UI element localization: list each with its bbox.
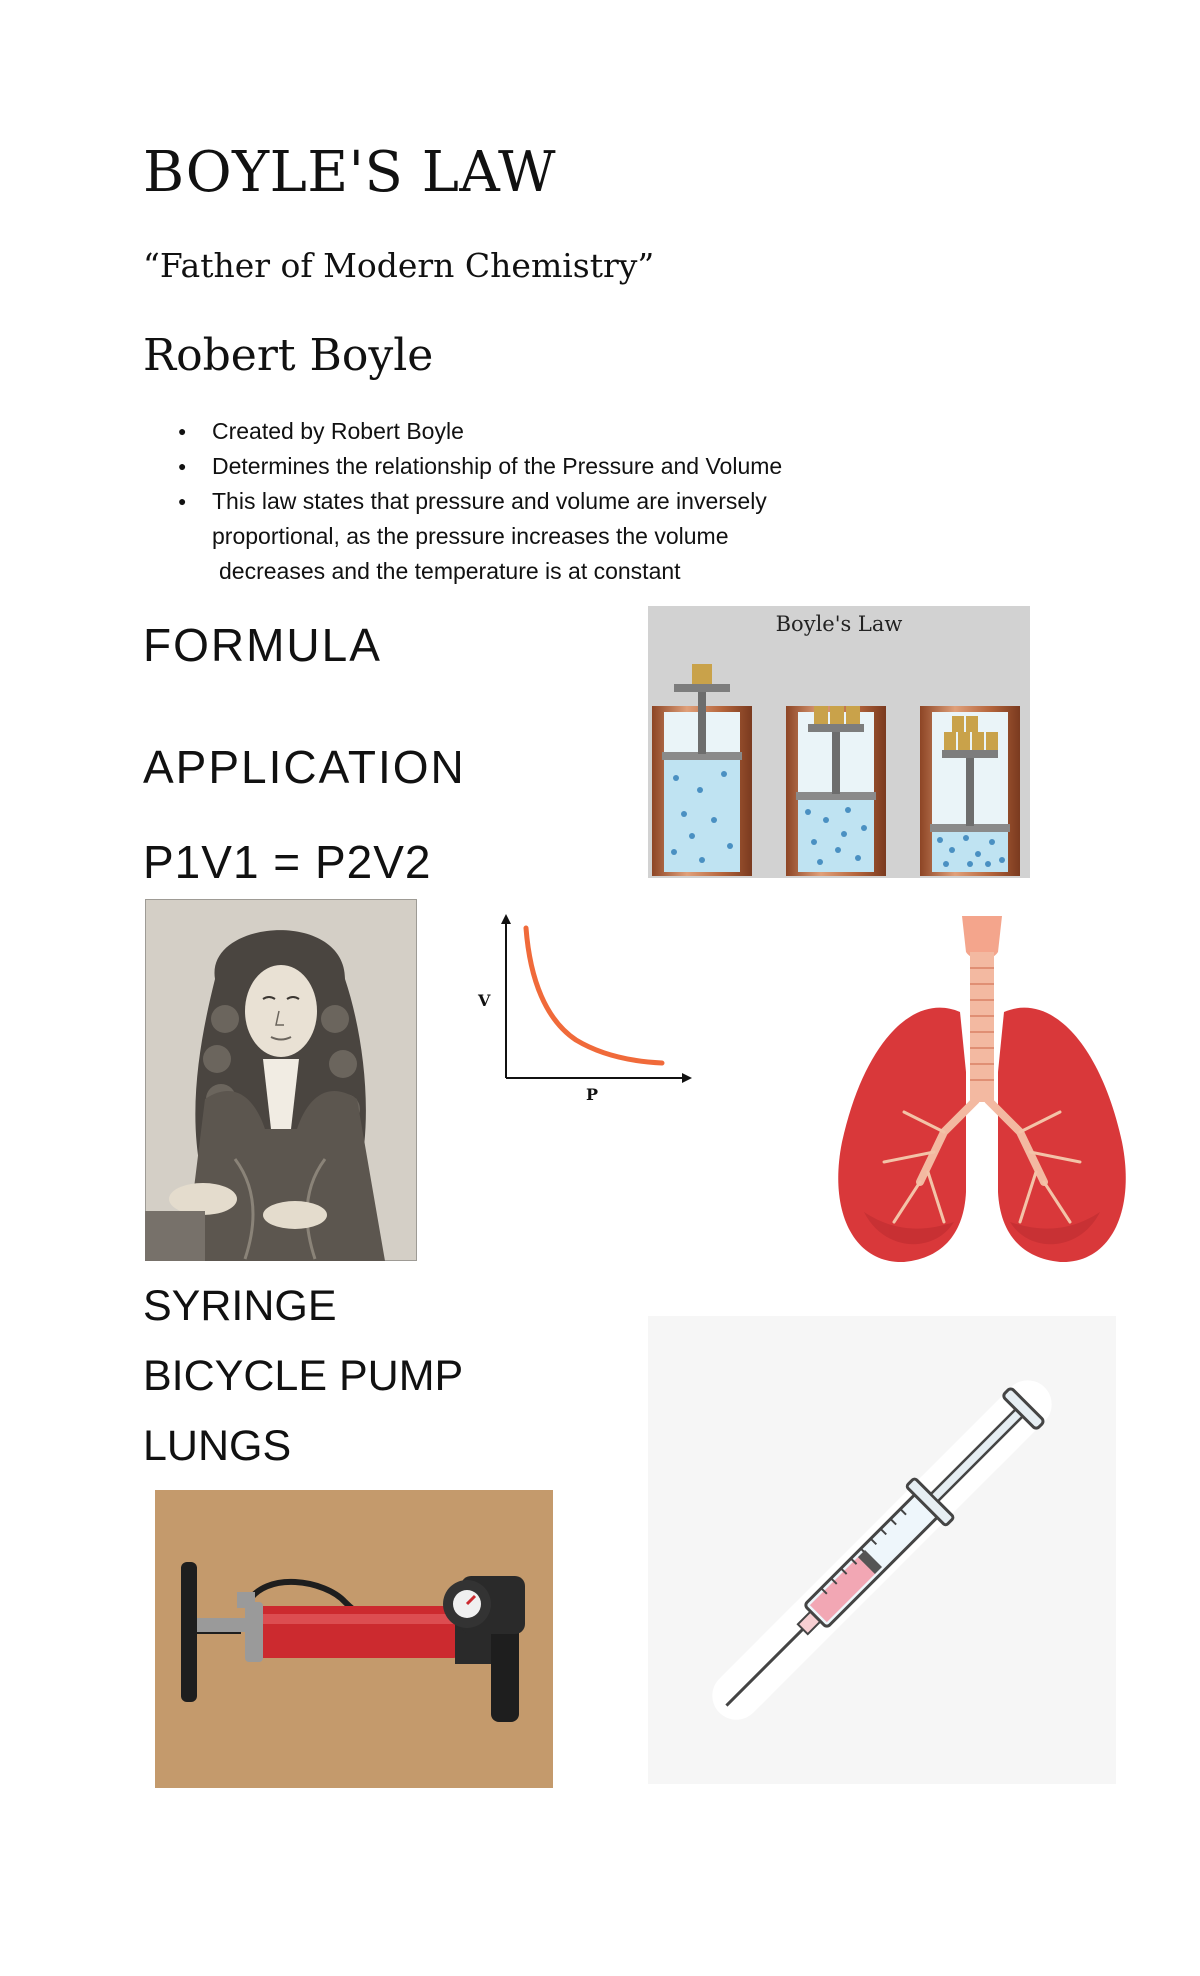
bullet-text: proportional, as the pressure increases the volume (212, 523, 729, 549)
cylinder-1 (652, 664, 752, 876)
application-item-bicycle-pump: BICYCLE PUMP (143, 1352, 464, 1400)
syringe-drawing (648, 1316, 1116, 1784)
lungs-illustration (824, 912, 1140, 1274)
page-title: BOYLE'S LAW (143, 140, 557, 205)
application-item-syringe: SYRINGE (143, 1282, 337, 1330)
x-axis-label: P (586, 1085, 599, 1100)
bullet-item (212, 414, 932, 449)
cylinder-2 (786, 706, 886, 876)
application-item-lungs: LUNGS (143, 1422, 292, 1470)
page-subtitle: “Father of Modern Chemistry” (143, 246, 655, 285)
y-axis-label: V (478, 991, 491, 1010)
bullet-text: Created by Robert Boyle (212, 418, 464, 444)
bicycle-pump-drawing (155, 1490, 553, 1788)
bullet-item (212, 449, 932, 484)
formula-heading: FORMULA (143, 619, 382, 671)
bullet-text: Determines the relationship of the Pressure and Volume (212, 453, 783, 479)
bullet-list (178, 414, 932, 589)
bullet-text: ● This law states that pressure and volume are inversely (212, 488, 767, 514)
portrait-drawing (145, 899, 417, 1261)
bullet-item (212, 484, 932, 589)
boyles-law-illustration (648, 606, 1030, 878)
illustration-title: Boyle's Law (775, 612, 903, 636)
lungs-drawing (824, 912, 1140, 1274)
cylinder-3 (920, 706, 1020, 876)
inverse-curve (526, 928, 662, 1063)
cylinders-drawing (648, 606, 1030, 878)
scientist-name: Robert Boyle (143, 330, 434, 381)
syringe-illustration (648, 1316, 1116, 1784)
x-axis-arrow (682, 1073, 692, 1083)
formula-text: P1V1 = P2V2 (143, 836, 432, 888)
bicycle-pump-illustration (155, 1490, 553, 1788)
application-heading: APPLICATION (143, 741, 466, 793)
y-axis-arrow (501, 914, 511, 924)
pv-graph-svg (466, 910, 696, 1100)
pv-graph (466, 910, 696, 1100)
bullet-text: decreases and the temperature is at constant (219, 558, 681, 584)
robert-boyle-portrait (145, 899, 417, 1261)
